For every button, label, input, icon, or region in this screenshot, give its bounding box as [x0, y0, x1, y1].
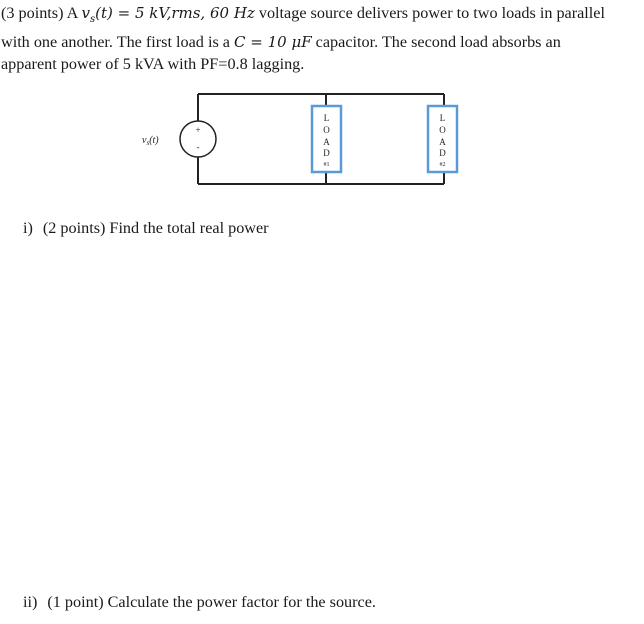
load1-letter: A	[323, 137, 330, 147]
question-2-text: (1 point) Calculate the power factor for the source.	[47, 593, 376, 611]
question-1	[23, 218, 269, 238]
question-1-number: i)	[23, 219, 33, 237]
line2-head: with one another. The first load is a	[1, 33, 230, 51]
source-math: $v_s(t) = 5$ kV,rms, 60 Hz	[81, 4, 255, 25]
question-2-number: ii)	[23, 593, 38, 611]
question-1-text: (2 points) Find the total real power	[42, 219, 269, 237]
capacitor-math: C = 10 μF	[234, 33, 312, 51]
load1-number: #1	[323, 162, 330, 168]
source-label: $v_s(t)$	[142, 135, 159, 147]
load1-letter: D	[323, 148, 330, 158]
line1-tail: voltage source delivers power to two loads in parallel	[258, 4, 605, 22]
load2-letter: A	[439, 137, 446, 147]
load2-number: #2	[439, 162, 446, 168]
source-minus-icon: -	[196, 142, 200, 152]
load2-letter: D	[439, 148, 446, 158]
load1-letter: L	[323, 113, 330, 123]
voltage-source	[180, 121, 216, 157]
problem-line-3: apparent power of 5 kVA with PF=0.8 lagging.	[1, 55, 305, 73]
line2-tail: capacitor. The second load absorbs an	[315, 33, 561, 51]
load2-letter: L	[439, 113, 446, 123]
text-a: A	[66, 4, 78, 22]
source-plus-icon: +	[195, 125, 201, 135]
question-2	[23, 592, 376, 612]
points-label: (3 points)	[1, 4, 64, 22]
load2-letter: O	[439, 125, 446, 135]
load1-letter: O	[323, 125, 330, 135]
